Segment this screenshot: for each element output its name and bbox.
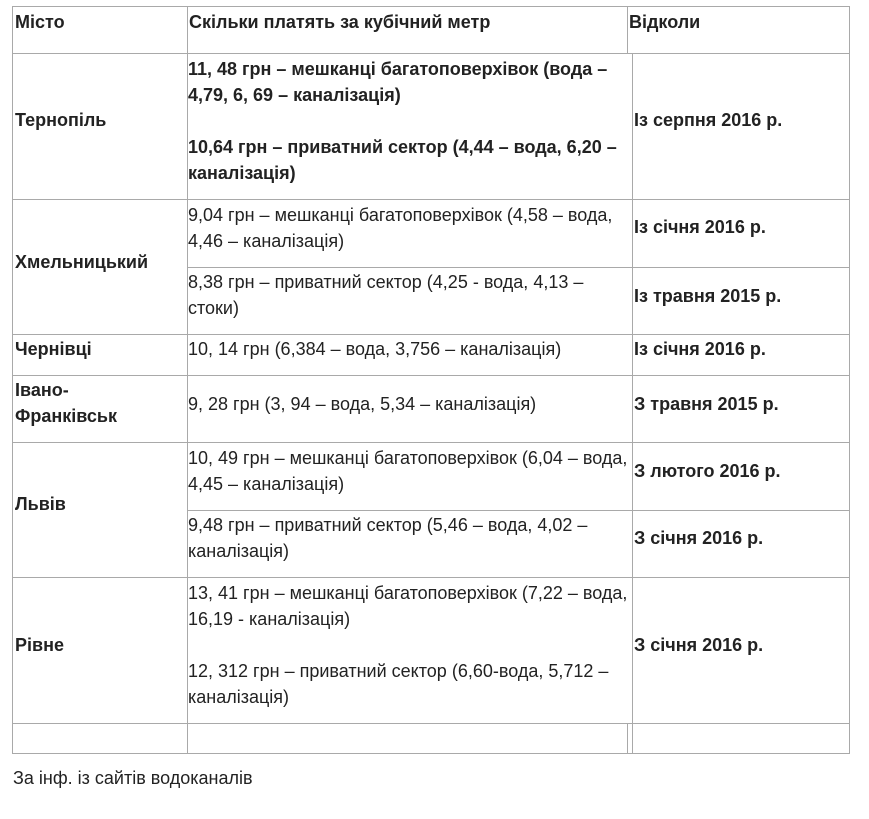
city-ternopil: Тернопіль <box>15 110 107 130</box>
price-ternopil-apartments: 11, 48 грн – мешканці багатоповерхівок (вода – 4,79, 6, 69 – каналізація) <box>188 59 608 105</box>
table-border-top <box>12 6 850 7</box>
since-rivne: З січня 2016 р. <box>634 635 764 655</box>
table-border-right <box>849 6 850 754</box>
price-ternopil-private: 10,64 грн – приватний сектор (4,44 – вода, 6,20 – каналізація) <box>188 137 617 183</box>
column-divider <box>187 6 188 754</box>
since-khmelnytskyi-apartments: Із січня 2016 р. <box>634 217 766 237</box>
since-ivano-frankivsk: З травня 2015 р. <box>634 394 779 414</box>
row-divider <box>12 723 850 724</box>
row-divider <box>12 577 850 578</box>
price-rivne-private: 12, 312 грн – приватний сектор (6,60-вода, 5,712 – каналізація) <box>188 661 609 707</box>
row-divider <box>12 375 850 376</box>
price-khmelnytskyi-private: 8,38 грн – приватний сектор (4,25 - вода, 4,13 – стоки) <box>188 272 584 318</box>
price-khmelnytskyi-apartments: 9,04 грн – мешканці багатоповерхівок (4,58 – вода, 4,46 – каналізація) <box>188 205 613 251</box>
table-border-bottom <box>12 753 850 754</box>
row-divider <box>12 334 850 335</box>
column-divider <box>627 723 628 753</box>
city-khmelnytskyi: Хмельницький <box>15 252 149 272</box>
row-divider <box>12 199 850 200</box>
since-lviv-private: З січня 2016 р. <box>634 528 764 548</box>
since-ternopil: Із серпня 2016 р. <box>634 110 783 130</box>
city-lviv: Львів <box>15 494 66 514</box>
price-lviv-private: 9,48 грн – приватний сектор (5,46 – вода, 4,02 –каналізація) <box>188 515 588 561</box>
column-divider <box>632 53 633 753</box>
row-divider <box>187 267 850 268</box>
city-ivano-frankivsk: Івано-Франківськ <box>15 380 117 426</box>
price-chernivtsi: 10, 14 грн (6,384 – вода, 3,756 – каналізація) <box>188 339 562 359</box>
header-price: Скільки платять за кубічний метр <box>189 12 491 32</box>
tariff-table <box>12 6 850 754</box>
row-divider <box>12 442 850 443</box>
header-since: Відколи <box>629 12 701 32</box>
since-lviv-apartments: З лютого 2016 р. <box>634 461 781 481</box>
since-khmelnytskyi-private: Із травня 2015 р. <box>634 286 782 306</box>
price-lviv-apartments: 10, 49 грн – мешканці багатоповерхівок (6,04 – вода, 4,45 – каналізація) <box>188 448 628 494</box>
since-chernivtsi: Із січня 2016 р. <box>634 339 766 359</box>
city-chernivtsi: Чернівці <box>15 339 92 359</box>
city-rivne: Рівне <box>15 635 64 655</box>
row-divider <box>187 510 850 511</box>
price-rivne-apartments: 13, 41 грн – мешканці багатоповерхівок (7,22 – вода, 16,19 - каналізація) <box>188 583 628 629</box>
row-divider <box>12 53 850 54</box>
column-divider <box>627 6 628 53</box>
price-ivano-frankivsk: 9, 28 грн (3, 94 – вода, 5,34 – каналізація) <box>188 394 537 414</box>
source-caption: За інф. із сайтів водоканалів <box>13 768 253 788</box>
header-city: Місто <box>15 12 65 32</box>
table-border-left <box>12 6 13 754</box>
